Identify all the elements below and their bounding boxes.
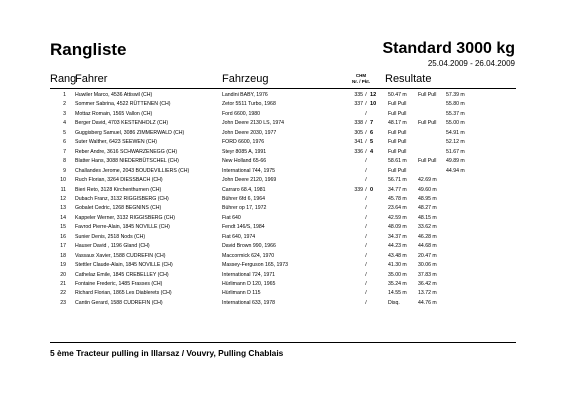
result-1-cell: 34.37 m [388,233,407,240]
vehicle-cell: Massey-Ferguson 165, 1973 [222,262,289,269]
rank-cell: 20 [60,271,66,278]
vehicle-cell: John Deere 2130 LS, 1974 [222,120,285,127]
separator-cell: / [365,139,367,146]
driver-cell: Reber Andre, 3616 SCHWARZENEGG (CH) [75,148,178,155]
driver-cell: Ruch Florian, 3264 DIESSBACH (CH) [75,177,163,184]
driver-cell: Sommer Sabrina, 4522 RÜTTENEN (CH) [75,101,171,108]
rank-cell: 11 [60,186,66,193]
result-1-cell: Full Pull [388,101,407,108]
result-1-cell: Full Pull [388,129,407,136]
footer-divider [50,342,516,343]
result-3-cell: 55.37 m [446,110,465,117]
result-1-cell: 48.09 m [388,224,407,231]
result-1-cell: 43.48 m [388,252,407,259]
result-2-cell: Full Pull [418,92,437,98]
rank-cell: 21 [60,281,66,287]
separator-cell: / [365,110,367,117]
points-cell: 4 [370,148,374,155]
result-2-cell: 48.27 m [418,205,437,212]
result-3-cell: 57.39 m [446,92,465,98]
result-2-cell: 48.15 m [418,214,437,221]
separator-cell: / [365,148,367,155]
header-fahrzeug: Fahrzeug [222,73,269,85]
result-1-cell: Disq. [388,299,400,306]
result-1-cell: Full Pull [388,110,407,117]
separator-cell: / [365,167,367,174]
page-title: Rangliste [50,40,127,59]
result-2-cell: 48.95 m [418,195,437,202]
table-row [50,110,516,119]
table-header [50,73,516,89]
table-row [50,186,516,195]
rank-cell: 1 [63,92,66,98]
result-1-cell: Full Pull [388,139,407,146]
vehicle-cell: Zetor 5511 Turbo, 1968 [222,101,276,108]
rank-cell: 18 [60,252,66,259]
vehicle-cell: Fiat 640 [222,214,241,221]
points-cell: 10 [370,101,377,108]
chm-number-cell: 339 [354,186,363,193]
driver-cell: Dubach Franz, 3132 RIGGISBERG (CH) [75,195,169,202]
chm-number-cell: 336 [354,148,363,155]
separator-cell: / [365,224,367,231]
points-cell: 12 [370,92,377,98]
header-divider [50,88,516,89]
driver-cell: Vassaux Xavier, 1588 CUDREFIN (CH) [75,252,166,259]
table-row [50,289,516,298]
table-row [50,91,516,100]
chm-number-cell: 341 [354,139,363,146]
header-rang: Rang [50,73,77,85]
rank-cell: 19 [60,262,66,269]
result-2-cell: 44.76 m [418,299,437,306]
chm-number-cell: 305 [354,129,363,136]
driver-cell: Richard Florian, 1865 Les Diablerets (CH) [75,290,172,297]
driver-cell: Bieri Reto, 3128 Kirchenthurnen (CH) [75,186,162,193]
vehicle-cell: Hürlimann D 115 [222,290,261,297]
table-row [50,129,516,138]
separator-cell: / [365,92,367,98]
points-cell: 5 [370,139,374,146]
rank-cell: 17 [60,243,66,250]
vehicle-cell: Ford 6600, 1980 [222,110,261,117]
driver-cell: Favrod Pierre-Alain, 1845 NOVILLE (CH) [75,224,170,231]
result-3-cell: 44.94 m [446,167,465,174]
rank-cell: 6 [63,139,66,146]
rank-cell: 7 [63,148,66,155]
vehicle-cell: Steyr 8085 A, 1991 [222,148,267,155]
chm-number-cell: 335 [354,92,363,98]
category-title: Standard 3000 kg [382,40,515,57]
table-row [50,138,516,147]
driver-cell: Cantin Gerard, 1588 CUDREFIN (CH) [75,299,163,306]
driver-cell: Sunier Denis, 2518 Nods (CH) [75,233,146,240]
result-1-cell: Full Pull [388,167,407,174]
separator-cell: / [365,233,367,240]
points-cell: 6 [370,129,374,136]
driver-cell: Blatter Hans, 3088 NIEDERBÜTSCHEL (CH) [75,158,179,165]
separator-cell: / [365,195,367,202]
result-1-cell: 14.55 m [388,290,407,297]
table-row [50,204,516,213]
header-nr-pkt: Nr. / Pkt. [351,79,370,84]
result-1-cell: 44.23 m [388,243,407,250]
result-2-cell: 44.68 m [418,243,437,250]
table-row [50,280,516,289]
header-chm: CHM [355,73,367,78]
result-2-cell: 13.72 m [418,290,437,297]
separator-cell: / [365,129,367,136]
result-3-cell: 54.91 m [446,129,465,136]
result-3-cell: 51.67 m [446,148,465,155]
rank-cell: 16 [60,233,66,240]
table-row [50,299,516,308]
table-row [50,233,516,242]
separator-cell: / [365,186,367,193]
rank-cell: 14 [60,214,66,221]
separator-cell: / [365,158,367,165]
driver-cell: Cathelaz Emile, 1845 CREBELLEY (CH) [75,271,169,278]
driver-cell: Hauser David , 1196 Gland (CH) [75,243,150,250]
driver-cell: Gobalet Cedric, 1268 BEGNINS (CH) [75,205,162,212]
table-row [50,242,516,251]
result-3-cell: 55.00 m [446,120,465,127]
result-1-cell: 23.64 m [388,205,407,212]
result-2-cell: 42.69 m [418,177,437,184]
rank-cell: 9 [63,167,66,174]
table-row [50,223,516,232]
driver-cell: Challandes Jerome, 2043 BOUDEVILLIERS (CH) [75,167,190,174]
vehicle-cell: Bührer 6fd 6, 1964 [222,195,265,202]
table-row [50,176,516,185]
chm-number-cell: 338 [354,120,363,127]
result-1-cell: 42.59 m [388,214,407,221]
driver-cell: Huwiler Marco, 4536 Attiswil (CH) [75,92,153,98]
result-3-cell: 52.12 m [446,139,465,146]
header-fahrer: Fahrer [75,73,108,85]
event-footer: 5 ème Tracteur pulling in Illarsaz / Vouvry, Pulling Chablais [50,348,284,358]
table-row [50,167,516,176]
chm-number-cell: 337 [354,101,363,108]
driver-cell: Berger David, 4703 KESTENHOLZ (CH) [75,120,169,127]
vehicle-cell: Bührer op 17, 1972 [222,205,267,212]
rank-cell: 13 [60,205,66,212]
rank-cell: 10 [60,177,66,184]
result-2-cell: Full Pull [418,158,437,165]
result-2-cell: 37.83 m [418,271,437,278]
result-1-cell: 48.17 m [388,120,407,127]
result-3-cell: 49.89 m [446,158,465,165]
result-1-cell: 45.78 m [388,195,407,202]
result-2-cell: 36.42 m [418,281,437,287]
result-2-cell: 46.28 m [418,233,437,240]
result-1-cell: 41.30 m [388,262,407,269]
table-row [50,100,516,109]
table-row [50,271,516,280]
vehicle-cell: Carraro 68.4, 1981 [222,186,266,193]
table-row [50,157,516,166]
table-row [50,119,516,128]
separator-cell: / [365,281,367,287]
result-1-cell: 35.24 m [388,281,407,287]
vehicle-cell: International 724, 1971 [222,271,276,278]
rank-cell: 22 [60,290,66,297]
rank-cell: 23 [60,299,66,306]
rank-cell: 15 [60,224,66,231]
driver-cell: Stettler Claude-Alain, 1845 NOVILLE (CH) [75,262,173,269]
result-2-cell: 49.60 m [418,186,437,193]
vehicle-cell: Landini BABY, 1976 [222,92,268,98]
vehicle-cell: Hürlimann D 120, 1965 [222,281,276,287]
separator-cell: / [365,299,367,306]
rank-cell: 5 [63,129,66,136]
separator-cell: / [365,252,367,259]
vehicle-cell: Maccormick 624, 1970 [222,252,275,259]
vehicle-cell: David Brown 990, 1966 [222,243,276,250]
points-cell: 7 [370,120,374,127]
result-1-cell: Full Pull [388,148,407,155]
header-resultate: Resultate [385,73,432,85]
separator-cell: / [365,262,367,269]
result-1-cell: 50.47 m [388,92,407,98]
separator-cell: / [365,120,367,127]
vehicle-cell: FORD 6600, 1976 [222,139,265,146]
table-row [50,252,516,261]
result-2-cell: Full Pull [418,120,437,127]
rank-cell: 4 [63,120,66,127]
table-row [50,195,516,204]
separator-cell: / [365,214,367,221]
driver-cell: Kappeler Werner, 3132 RIGGISBERG (CH) [75,214,175,221]
separator-cell: / [365,205,367,212]
result-2-cell: 33.62 m [418,224,437,231]
vehicle-cell: John Deere 2120, 1969 [222,177,277,184]
result-3-cell: 55.80 m [446,101,465,108]
rank-cell: 2 [63,101,66,108]
vehicle-cell: John Deere 2030, 1977 [222,129,277,136]
separator-cell: / [365,177,367,184]
table-row [50,214,516,223]
vehicle-cell: International 744, 1975 [222,167,276,174]
result-1-cell: 56.71 m [388,177,407,184]
result-2-cell: 30.06 m [418,262,437,269]
separator-cell: / [365,243,367,250]
separator-cell: / [365,290,367,297]
vehicle-cell: New Holland 65-66 [222,158,267,165]
driver-cell: Suter Walther, 6423 SEEWEN (CH) [75,139,157,146]
rank-cell: 3 [63,110,66,117]
event-dates: 25.04.2009 - 26.04.2009 [427,59,515,68]
table-row [50,148,516,157]
result-1-cell: 58.61 m [388,158,407,165]
separator-cell: / [365,101,367,108]
result-1-cell: 34.77 m [388,186,407,193]
driver-cell: Guggisberg Samuel, 3086 ZIMMERWALD (CH) [75,129,185,136]
rank-cell: 12 [60,195,66,202]
vehicle-cell: Fendt 146/S, 1984 [222,224,265,231]
points-cell: 0 [370,186,374,193]
result-1-cell: 35.00 m [388,271,407,278]
table-row [50,261,516,270]
separator-cell: / [365,271,367,278]
vehicle-cell: Fiat 640, 1974 [222,233,256,240]
driver-cell: Fontaine Frederic, 1485 Frasses (CH) [75,281,163,287]
rank-cell: 8 [63,158,66,165]
driver-cell: Mottaz Romain, 1565 Vallon (CH) [75,110,153,117]
vehicle-cell: International 633, 1978 [222,299,276,306]
result-2-cell: 20.47 m [418,252,437,259]
